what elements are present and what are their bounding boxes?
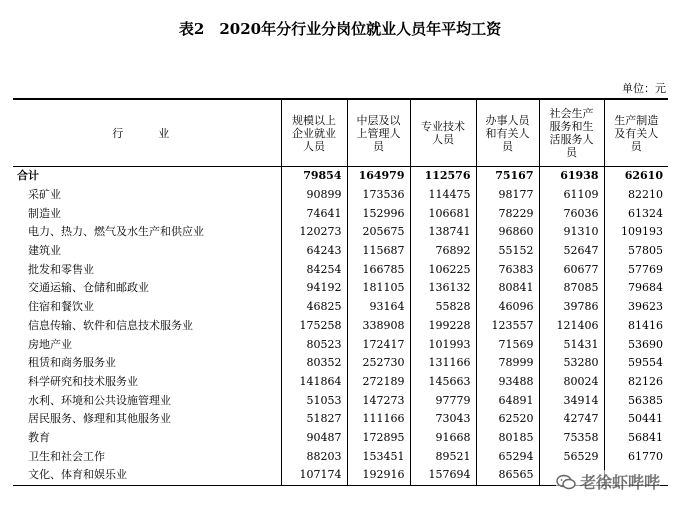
wage-value: 46825 [281,298,347,317]
wage-value: 61109 [539,186,604,205]
wage-value: 51431 [539,335,604,354]
wage-value: 98177 [476,186,539,205]
wage-value: 74641 [281,204,347,223]
wage-value: 84254 [281,260,347,279]
column-header-line: 办事人员 [485,113,530,127]
wage-value: 93488 [476,373,539,392]
wage-value: 87085 [539,279,604,298]
wage-value: 114475 [410,186,476,205]
wage-value: 90899 [281,186,347,205]
total-row [13,167,668,186]
wage-value: 78999 [476,354,539,373]
wage-value: 89521 [410,447,476,466]
wage-value: 192916 [347,466,410,485]
industry-name: 文化、体育和娱乐业 [28,468,127,482]
column-header-line: 员 [630,139,642,153]
wage-value: 164979 [347,167,410,186]
wage-value: 50441 [604,410,668,429]
header-row [13,99,668,167]
wage-value: 106225 [410,260,476,279]
column-header-line: 及有关人 [614,126,659,140]
wage-value: 62520 [476,410,539,429]
wage-value: 53690 [604,335,668,354]
industry-name: 电力、热力、燃气及水生产和供应业 [28,225,204,239]
column-header-line: 人员 [432,133,454,146]
table-row [13,447,668,466]
industry-name: 采矿业 [28,188,61,202]
wage-value: 76892 [410,242,476,261]
wage-value: 272189 [347,373,410,392]
wage-value: 338908 [347,317,410,336]
wage-value: 79854 [281,167,347,186]
wage-value: 120273 [281,223,347,242]
industry-name: 住宿和餐饮业 [28,300,94,314]
wage-value: 112576 [410,167,476,186]
table-row [13,391,668,410]
table-row [13,223,668,242]
table-body [13,167,668,486]
wage-value: 61770 [604,447,668,466]
wage-value: 181105 [347,279,410,298]
wage-value: 145663 [410,373,476,392]
column-header-5 [539,99,604,167]
wage-value: 65294 [476,447,539,466]
column-header-line: 上管理人 [356,126,401,140]
wage-value: 90487 [281,429,347,448]
wage-value: 86565 [476,466,539,485]
wage-value: 93164 [347,298,410,317]
wage-value: 55828 [410,298,476,317]
table-row [13,204,668,223]
wage-value: 57805 [604,242,668,261]
wage-value: 59554 [604,354,668,373]
wage-value: 51827 [281,410,347,429]
wage-value: 175258 [281,317,347,336]
column-header-line: 活服务人 [549,133,594,146]
industry-name: 合计 [17,169,39,183]
wage-value: 97779 [410,391,476,410]
column-header-line: 员 [502,139,513,153]
wage-value: 62610 [604,167,668,186]
wage-value: 131166 [410,354,476,373]
wage-value: 82210 [604,186,668,205]
wage-value: 51053 [281,391,347,410]
industry-name: 批发和零售业 [28,262,94,276]
wage-value: 101993 [410,335,476,354]
wage-value: 56529 [539,447,604,466]
wage-value: 80523 [281,335,347,354]
wage-value: 152996 [347,204,410,223]
column-header-line: 企业就业 [292,126,336,140]
wage-value: 79684 [604,279,668,298]
wage-value: 52647 [539,242,604,261]
wage-value: 73043 [410,410,476,429]
industry-name: 信息传输、软件和信息技术服务业 [28,318,193,332]
column-header-line: 员 [566,146,577,159]
wage-value: 39786 [539,298,604,317]
wage-value: 141864 [281,373,347,392]
wage-value: 173536 [347,186,410,205]
wage-value: 76383 [476,260,539,279]
industry-name: 居民服务、修理和其他服务业 [28,412,171,426]
wage-value: 80185 [476,429,539,448]
column-header-line: 人员 [303,139,325,153]
wage-value: 80841 [476,279,539,298]
wage-value: 172895 [347,429,410,448]
wage-value: 80352 [281,354,347,373]
wage-value: 115687 [347,242,410,261]
wage-value: 75167 [476,167,539,186]
column-header-line: 员 [373,139,384,153]
industry-name: 租赁和商务服务业 [28,356,116,370]
industry-name: 建筑业 [28,244,61,258]
wage-value: 96860 [476,223,539,242]
wage-value: 61324 [604,204,668,223]
wage-value: 199228 [410,317,476,336]
column-header-1 [281,99,347,167]
column-header-2 [347,99,410,167]
column-header-line: 中层及以 [356,113,401,127]
wage-value: 78229 [476,204,539,223]
column-header-line: 行 业 [112,126,182,140]
industry-name: 科学研究和技术服务业 [28,374,138,388]
wage-value: 76036 [539,204,604,223]
wage-value: 91310 [539,223,604,242]
wage-value: 56841 [604,429,668,448]
wage-table [13,98,668,486]
wage-value: 75358 [539,429,604,448]
industry-name: 交通运输、仓储和邮政业 [28,281,149,295]
table-row [13,317,668,336]
column-header-3 [410,99,476,167]
column-header-line: 生产制造 [614,113,659,127]
wage-value: 94192 [281,279,347,298]
wage-value: 157694 [410,466,476,485]
wage-value: 136132 [410,279,476,298]
wage-value: 60677 [539,260,604,279]
wage-value: 61938 [539,167,604,186]
table-row [13,260,668,279]
wage-value: 138741 [410,223,476,242]
table-row [13,186,668,205]
industry-name: 水利、环境和公共设施管理业 [28,393,171,407]
wage-value: 147273 [347,391,410,410]
column-header-6 [604,99,668,167]
wage-value: 53280 [539,354,604,373]
wechat-icon [556,474,576,490]
wage-value: 111166 [347,410,410,429]
watermark [556,470,660,493]
column-header-line: 专业技术 [421,120,465,133]
wage-value: 57769 [604,260,668,279]
industry-name: 制造业 [28,206,61,220]
table-title: 表2 2020年分行业分岗位就业人员年平均工资 [178,20,502,38]
industry-name: 卫生和社会工作 [28,449,105,463]
wage-value: 82126 [604,373,668,392]
wage-value: 80024 [539,373,604,392]
industry-name: 教育 [28,430,50,444]
wage-value: 172417 [347,335,410,354]
table-row [13,410,668,429]
wage-value: 121406 [539,317,604,336]
wage-value: 88203 [281,447,347,466]
table-row [13,429,668,448]
wage-value: 71569 [476,335,539,354]
wage-value: 34914 [539,391,604,410]
column-header-line: 服务和生 [549,120,594,133]
wage-value: 109193 [604,223,668,242]
table-row [13,354,668,373]
table-row [13,279,668,298]
unit-label: 单位：元 [622,82,666,95]
column-header-line: 社会生产 [549,107,594,120]
wage-value: 153451 [347,447,410,466]
wage-value: 64243 [281,242,347,261]
watermark-text: 老徐虾哔哔 [579,473,660,492]
table-row [13,335,668,354]
table-row [13,373,668,392]
wage-value: 81416 [604,317,668,336]
column-header-4 [476,99,539,167]
wage-value: 56385 [604,391,668,410]
column-header-industry [13,99,281,167]
column-header-line: 和有关人 [485,126,530,140]
wage-value: 91668 [410,429,476,448]
wage-value: 205675 [347,223,410,242]
column-header-line: 规模以上 [292,113,336,127]
wage-value: 107174 [281,466,347,485]
wage-value: 64891 [476,391,539,410]
wage-value: 252730 [347,354,410,373]
wage-value: 166785 [347,260,410,279]
wage-value: 39623 [604,298,668,317]
wage-value: 42747 [539,410,604,429]
wage-value: 55152 [476,242,539,261]
wage-value: 123557 [476,317,539,336]
wage-value: 46096 [476,298,539,317]
industry-name: 房地产业 [28,337,72,351]
wage-value: 106681 [410,204,476,223]
table-row [13,242,668,261]
table-row [13,298,668,317]
